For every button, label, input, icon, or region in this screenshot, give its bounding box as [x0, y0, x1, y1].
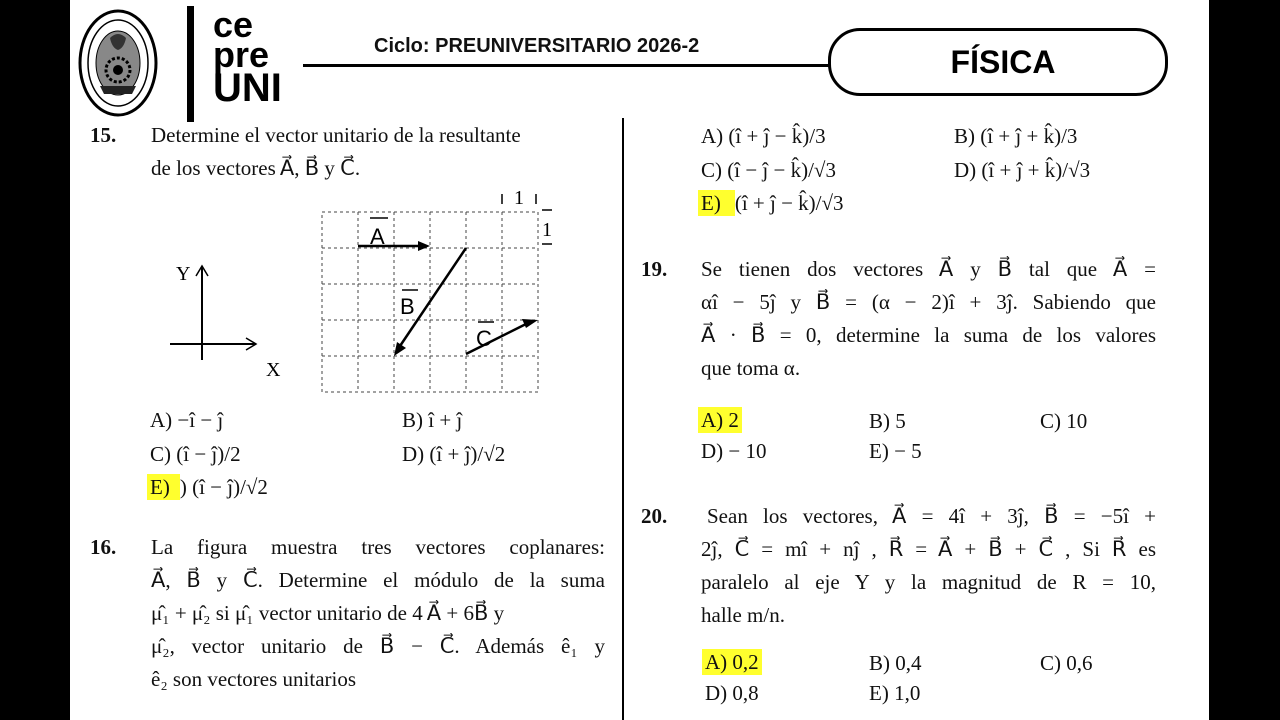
unit-y-label: 1 [542, 219, 552, 241]
right-option-d[interactable]: D) (î + ĵ + k̂)/√3 [954, 158, 1091, 182]
q20-line: Sean los vectores, A⃗ = 4î + 3ĵ, B⃗ = −5î + [707, 504, 1156, 528]
q20-option-c[interactable]: C) 0,6 [1040, 651, 1093, 675]
highlighted-answer: E) [698, 190, 735, 216]
vector-b-label: B [400, 294, 415, 319]
q20-number: 20. [641, 504, 668, 528]
vector-c-label: C [476, 326, 492, 351]
university-seal-icon [78, 8, 158, 118]
q19-line: que toma α. [701, 356, 801, 380]
q19-line: A⃗ · B⃗ = 0, determine la suma de los valores [701, 323, 1156, 347]
cepre-uni-logo: ce pre UNI [213, 4, 282, 110]
subject-badge [828, 28, 1168, 96]
q20-option-d[interactable]: D) 0,8 [705, 681, 759, 705]
q20-line: 2ĵ, C⃗ = mî + nĵ , R⃗ = A⃗ + B⃗ + C⃗ , Si R⃗ es [701, 537, 1156, 561]
q19-option-a[interactable] [698, 410, 742, 431]
q19-option-d[interactable]: D) − 10 [701, 439, 767, 463]
column-divider [622, 118, 624, 720]
q19-text [701, 259, 1156, 391]
q16-number: 16. [90, 535, 117, 559]
q15-number: 15. [90, 123, 117, 147]
q16-line: La figura muestra tres vectores coplanares: [151, 535, 605, 559]
right-option-c[interactable]: C) (î − ĵ − k̂)/√3 [701, 158, 836, 182]
q16-line: μ̂₁ + μ̂₂ si μ̂₁ vector unitario de 4 A⃗ + 6B⃗ y [151, 601, 505, 625]
q16-line: ê₂ son vectores unitarios [151, 667, 357, 691]
highlighted-answer: A) 2 [698, 407, 742, 433]
q20-option-b[interactable]: B) 0,4 [869, 651, 922, 675]
q19-option-e[interactable]: E) − 5 [869, 439, 922, 463]
q19-line: Se tienen dos vectores A⃗ y B⃗ tal que A⃗ = [701, 257, 1156, 281]
right-option-a[interactable]: A) (î + ĵ − k̂)/3 [701, 124, 826, 148]
highlighted-answer: E) [147, 474, 180, 500]
unit-x-label: 1 [514, 187, 524, 209]
q20-line: paralelo al eje Y y la magnitud de R = 10, [701, 570, 1156, 594]
q19-option-b[interactable]: B) 5 [869, 409, 906, 433]
q20-option-e[interactable]: E) 1,0 [869, 681, 921, 705]
cycle-title: Ciclo: PREUNIVERSITARIO 2026-2 [374, 35, 700, 57]
q20-line: halle m/n. [701, 603, 785, 627]
highlighted-answer: A) 0,2 [702, 649, 762, 675]
header-divider [187, 6, 194, 122]
q16-line: μ̂₂, vector unitario de B⃗ − C⃗. Además ê₁ y [151, 634, 605, 658]
q15-option-e[interactable]: E) ) (î − ĵ)/√2 [147, 477, 268, 498]
q15-option-c[interactable]: C) (î − ĵ)/2 [150, 442, 241, 466]
q19-line: αî − 5ĵ y B⃗ = (α − 2)î + 3ĵ. Sabiendo que [701, 290, 1156, 314]
q15-text-line1: Determine el vector unitario de la resultante [151, 123, 521, 147]
right-option-e[interactable]: E) (î + ĵ − k̂)/√3 [698, 193, 844, 214]
q19-option-c[interactable]: C) 10 [1040, 409, 1088, 433]
q19-number: 19. [641, 257, 668, 281]
right-option-b[interactable]: B) (î + ĵ + k̂)/3 [954, 124, 1078, 148]
x-axis-label: X [266, 359, 281, 381]
header-rule [303, 64, 833, 67]
vector-a-label: A [370, 224, 385, 249]
exam-page [70, 0, 1209, 720]
q15-option-b[interactable]: B) î + ĵ [402, 408, 463, 432]
q16-line: A⃗, B⃗ y C⃗. Determine el módulo de la suma [151, 568, 605, 592]
q20-option-a[interactable] [702, 652, 762, 673]
q20-text [701, 506, 1156, 638]
q15-vector-figure [150, 180, 590, 400]
q15-option-d[interactable]: D) (î + ĵ)/√2 [402, 442, 506, 466]
q15-text-line2: de los vectores A⃗, B⃗ y C⃗. [151, 156, 361, 180]
subject-label: FÍSICA [950, 43, 1056, 80]
q15-option-a[interactable]: A) −î − ĵ [150, 408, 224, 432]
y-axis-label: Y [176, 263, 191, 285]
q16-text [151, 537, 605, 702]
